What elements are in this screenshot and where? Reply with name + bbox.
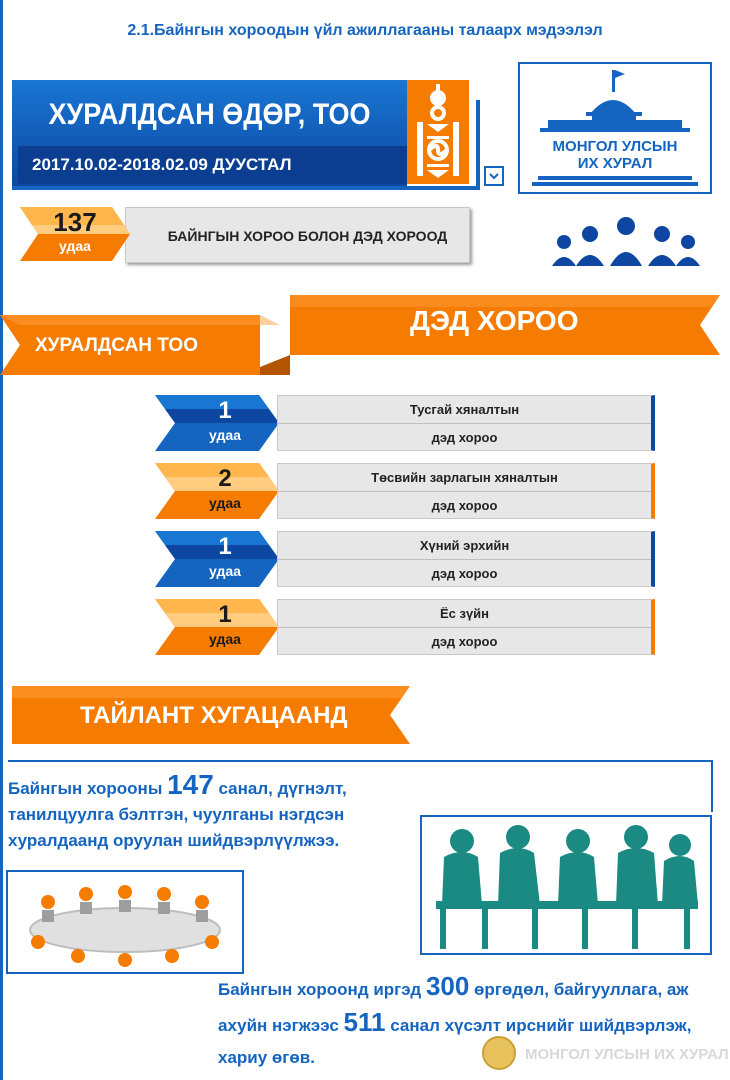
report-text: Байнгын хороонд иргэд: [218, 980, 426, 999]
subcommittee-divider: [278, 423, 651, 424]
header-divider: [476, 100, 480, 190]
subcommittee-row: [155, 395, 655, 451]
people-group-icon: [540, 212, 712, 272]
subcommittee-count: 1: [218, 601, 232, 628]
page-title: 2.1.Байнгын хороодын үйл ажиллагааны талаарх мэдээлэл: [127, 22, 603, 39]
parliament-label-line2: ИХ ХУРАЛ: [577, 155, 653, 172]
subcommittee-count: 2: [218, 465, 232, 492]
report-text: өргөдөл, байгууллага, аж ахуйн нэгжээс: [218, 980, 689, 1035]
subcommittee-name: Хүний эрхийн: [419, 538, 510, 553]
report-divider: [8, 760, 713, 762]
report-text: санал, дүгнэлт, танилцуулга бэлтгэн, чуулганы нэгдсэн хуралдаанд оруулан шийдвэрлүүлжээ.: [8, 779, 347, 850]
subcommittee-name: Тусгай хяналтын: [409, 402, 520, 417]
subcommittee-name: Ёс зүйн: [439, 606, 490, 621]
subcommittee-name: Төсвийн зарлагын хяналтын: [371, 470, 558, 485]
report-title: ТАЙЛАНТ ХУГАЦААНД: [80, 702, 348, 729]
parliament-label: [520, 138, 710, 172]
summary-count: 137: [53, 207, 97, 237]
subcommittee-row: [155, 531, 655, 587]
meeting-silhouette-icon: [422, 817, 710, 953]
subcommittee-count: 1: [218, 397, 232, 424]
conference-table-illustration: [6, 870, 244, 974]
subcommittee-unit: удаа: [209, 495, 241, 511]
header-title: ХУРАЛДСАН ӨДӨР, ТОО: [48, 98, 371, 131]
subcommittee-divider: [278, 559, 651, 560]
report-paragraph-1: [8, 769, 388, 854]
subcommittee-label-box: [277, 599, 655, 655]
subcommittee-suffix: дэд хороо: [431, 430, 498, 445]
subcommittee-suffix: дэд хороо: [431, 634, 498, 649]
conference-table-icon: [8, 872, 242, 972]
header-date-range: 2017.10.02-2018.02.09 ДУУСТАЛ: [18, 146, 407, 184]
report-number: 511: [343, 1007, 386, 1037]
parliament-logo: [518, 62, 712, 194]
subcommittee-unit: удаа: [209, 427, 241, 443]
parliament-label-line1: МОНГОЛ УЛСЫН: [552, 138, 678, 155]
ribbon-right-label: ДЭД ХОРОО: [410, 305, 579, 336]
summary-label-bar: [125, 207, 470, 263]
subcommittee-row: [155, 599, 655, 655]
chevron-icon: [484, 166, 504, 186]
report-number: 147: [167, 769, 214, 800]
subcommittee-row: [155, 463, 655, 519]
subcommittee-unit: удаа: [209, 631, 241, 647]
summary-label: БАЙНГЫН ХОРОО БОЛОН ДЭД ХОРООД: [167, 228, 448, 244]
ribbon-left-label: ХУРАЛДСАН ТОО: [35, 335, 198, 356]
parliament-building-icon: [520, 64, 710, 192]
soyombo-icon: [407, 80, 469, 184]
report-text: Байнгын хорооны: [8, 779, 168, 798]
watermark: МОНГОЛ УЛСЫН ИХ ХУРАЛ: [525, 1046, 729, 1063]
subcommittee-divider: [278, 491, 651, 492]
report-text: санал хүсэлт ирснийг шийдвэрлэж, хариу өгөв.: [218, 1016, 692, 1067]
meeting-illustration: [420, 815, 712, 955]
subcommittee-unit: удаа: [209, 563, 241, 579]
subcommittee-suffix: дэд хороо: [431, 498, 498, 513]
state-seal-icon: [482, 1036, 516, 1070]
summary-unit: удаа: [59, 238, 91, 254]
report-divider-vertical: [711, 760, 713, 812]
subcommittee-label-box: [277, 531, 655, 587]
subcommittee-suffix: дэд хороо: [431, 566, 498, 581]
report-number: 300: [425, 971, 470, 1001]
subcommittee-divider: [278, 627, 651, 628]
subcommittee-count: 1: [218, 533, 232, 560]
subcommittee-label-box: [277, 463, 655, 519]
subcommittee-label-box: [277, 395, 655, 451]
header-underline: [12, 186, 478, 190]
